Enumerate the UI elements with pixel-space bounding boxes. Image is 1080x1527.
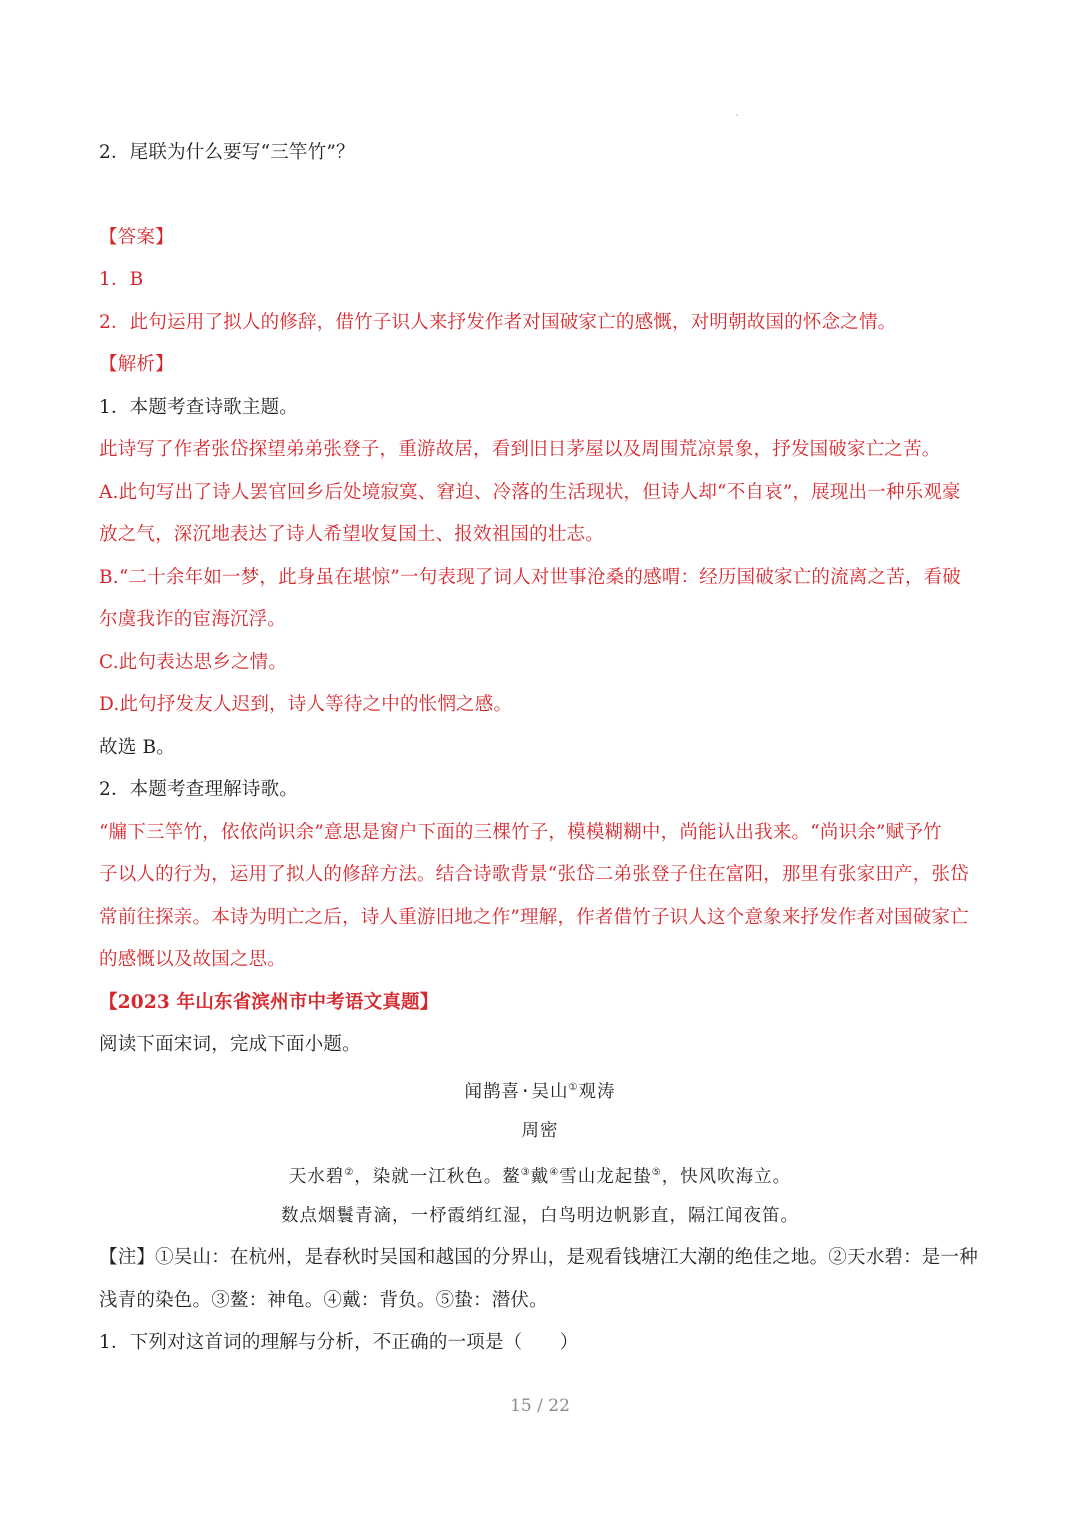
- analysis-option-d: D.此句抒发友人迟到，诗人等待之中的怅惘之感。: [99, 694, 513, 715]
- analysis-p2: 此诗写了作者张岱探望弟弟张登子，重游故居，看到旧日茅屋以及周围荒凉景象，抒发国破家亡之苦。: [99, 439, 941, 460]
- analysis-p9-line4: 的感慨以及故国之思。: [99, 949, 287, 970]
- notes-line-1: 【注】①吴山：在杭州，是春秋时吴国和越国的分界山，是观看钱塘江大潮的绝佳之地。②天水碧：是一种: [99, 1247, 978, 1268]
- analysis-header: 【解析】: [99, 354, 174, 375]
- answer-header: 【答案】: [99, 227, 174, 248]
- section-title: 【2023 年山东省滨州市中考语文真题】: [99, 992, 439, 1013]
- poem-line-1-part: ，快风吹海立。: [661, 1167, 792, 1187]
- note-mark-2: ②: [344, 1167, 355, 1178]
- answer-1: 1．B: [99, 269, 144, 290]
- analysis-p1: 1．本题考查诗歌主题。: [99, 397, 298, 418]
- note-mark-4: ④: [549, 1167, 560, 1178]
- page-number: 15 / 22: [510, 1396, 570, 1416]
- poem-title-note-mark: ①: [568, 1082, 579, 1093]
- poem-title-text-end: 观涛: [578, 1082, 616, 1102]
- notes-line-2: 浅青的染色。③鳌：神龟。④戴：背负。⑤蛰：潜伏。: [99, 1290, 548, 1311]
- scan-speck: [736, 114, 738, 116]
- poem-title-text: 闻鹊喜·吴山: [464, 1082, 569, 1102]
- poem-line-1-part: 天水碧: [288, 1167, 345, 1187]
- poem-line-1: [0, 1160, 1080, 1190]
- answer-2: 2．此句运用了拟人的修辞，借竹子识人来抒发作者对国破家亡的感慨，对明朝故国的怀念之情。: [99, 312, 897, 333]
- question-2: 2．尾联为什么要写“三竿竹”？: [99, 142, 355, 163]
- poem-line-1-part: 雪山龙起蛰: [559, 1167, 652, 1187]
- analysis-p8: 2．本题考查理解诗歌。: [99, 779, 298, 800]
- poem-author: 周密: [521, 1121, 559, 1141]
- analysis-option-a-line2: 放之气，深沉地表达了诗人希望收复国土、报效祖国的壮志。: [99, 524, 604, 545]
- note-mark-5: ⑤: [651, 1167, 662, 1178]
- analysis-p9-line3: 常前往探亲。本诗为明亡之后，诗人重游旧地之作”理解，作者借竹子识人这个意象来抒发作者对国破家亡: [99, 907, 969, 928]
- next-question: 1．下列对这首词的理解与分析，不正确的一项是（ ）: [99, 1332, 579, 1353]
- section-intro: 阅读下面宋词，完成下面小题。: [99, 1034, 361, 1055]
- poem-line-1-part: ，染就一江秋色。鳌: [354, 1167, 521, 1187]
- analysis-option-c: C.此句表达思乡之情。: [99, 652, 288, 673]
- poem-line-2: 数点烟鬟青滴，一杼霞绡红湿，白鸟明边帆影直，隔江闻夜笛。: [281, 1206, 799, 1226]
- analysis-option-a-line1: A.此句写出了诗人罢官回乡后处境寂寞、窘迫、冷落的生活现状，但诗人却“不自哀”，展现出一种乐观豪: [99, 482, 961, 503]
- poem-line-1-part: 戴: [530, 1167, 550, 1187]
- poem-title: [0, 1075, 1080, 1105]
- analysis-choice: 故选 B。: [99, 737, 175, 758]
- analysis-p9-line2: 子以人的行为，运用了拟人的修辞方法。结合诗歌背景“张岱二弟张登子住在富阳，那里有张家田产，张岱: [99, 864, 969, 885]
- note-mark-3: ③: [520, 1167, 531, 1178]
- analysis-option-b-line2: 尔虞我诈的宦海沉浮。: [99, 609, 287, 630]
- analysis-p9-line1: “牖下三竿竹，依依尚识余”意思是窗户下面的三棵竹子，模模糊糊中，尚能认出我来。“尚识余”赋予竹: [99, 822, 942, 843]
- analysis-option-b-line1: B.“二十余年如一梦，此身虽在堪惊”一句表现了词人对世事沧桑的感喟：经历国破家亡的流离之苦，看破: [99, 567, 961, 588]
